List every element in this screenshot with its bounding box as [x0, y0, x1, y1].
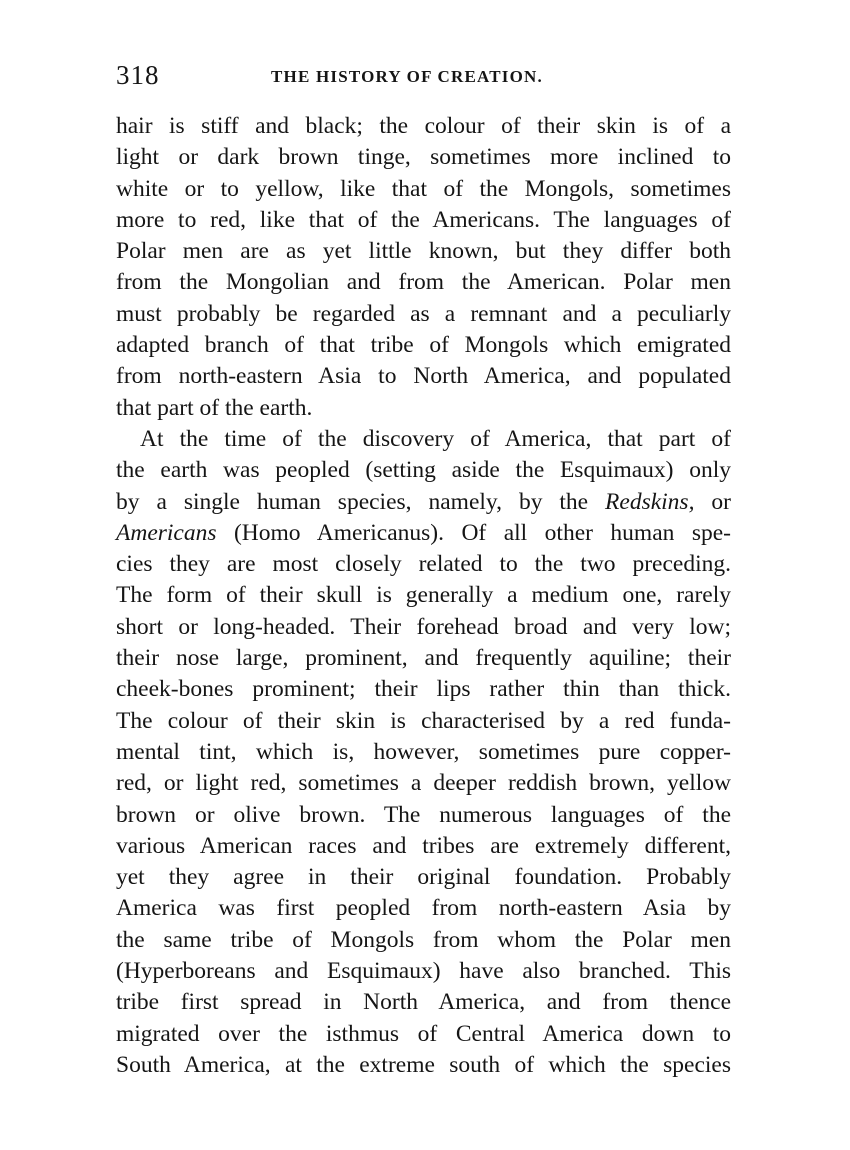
text-line: various American races and tribes are extremely different, [116, 832, 731, 859]
text-line: short or long-headed. Their forehead broad and very low; [116, 613, 731, 640]
italic-term-americans: Americans [116, 519, 217, 546]
text-line [116, 518, 731, 549]
text-line: must probably be regarded as a remnant and a peculiarly [116, 300, 731, 327]
text-line: from north-eastern Asia to North America, and populated [116, 363, 731, 390]
text-run: by a single human species, namely, by the [116, 488, 606, 515]
text-line: the same tribe of Mongols from whom the Polar men [116, 926, 731, 953]
text-line: more to red, like that of the Americans. The languages of [116, 206, 731, 233]
text-line: tribe first spread in North America, and from thence [116, 989, 731, 1016]
text-line: cheek-bones prominent; their lips rather thin than thick. [116, 676, 731, 703]
text-line: At the time of the discovery of America, that part of [140, 425, 731, 452]
text-line: adapted branch of that tribe of Mongols which emigrated [116, 332, 731, 359]
text-line: their nose large, prominent, and frequently aquiline; their [116, 645, 731, 672]
text-line: The form of their skull is generally a medium one, rarely [116, 582, 731, 609]
text-line: light or dark brown tinge, sometimes more inclined to [116, 144, 731, 171]
italic-term-redskins: Redskins, [605, 488, 695, 515]
text-line: cies they are most closely related to the two preceding. [116, 551, 731, 578]
text-run: (Homo Americanus). Of all other human spe- [216, 519, 731, 546]
running-title: THE HISTORY OF CREATION. [271, 67, 543, 86]
running-head [116, 60, 731, 90]
text-line: South America, at the extreme south of which the species [116, 1051, 731, 1078]
text-line: Polar men are as yet little known, but they differ both [116, 238, 731, 265]
paragraph-2 [116, 424, 731, 1081]
text-line: red, or light red, sometimes a deeper reddish brown, yellow [116, 770, 731, 797]
text-line: white or to yellow, like that of the Mongols, sometimes [116, 175, 731, 202]
text-line: the earth was peopled (setting aside the Esquimaux) only [116, 457, 731, 484]
paragraph-1 [116, 111, 731, 424]
text-line: migrated over the isthmus of Central America down to [116, 1020, 731, 1047]
page-number: 318 [116, 60, 160, 90]
body-text [116, 111, 731, 1081]
text-line: from the Mongolian and from the American. Polar men [116, 269, 731, 296]
text-line: yet they agree in their original foundation. Probably [116, 864, 731, 891]
text-line: America was first peopled from north-eastern Asia by [116, 895, 731, 922]
text-line: The colour of their skin is characterised by a red funda- [116, 707, 731, 734]
text-line: (Hyperboreans and Esquimaux) have also branched. This [116, 958, 731, 985]
text-line [116, 487, 731, 518]
text-line: that part of the earth. [116, 394, 313, 421]
text-line: brown or olive brown. The numerous languages of the [116, 801, 731, 828]
text-line: mental tint, which is, however, sometimes pure copper- [116, 738, 731, 765]
text-run: or [694, 488, 731, 515]
text-line: hair is stiff and black; the colour of their skin is of a [116, 113, 731, 139]
